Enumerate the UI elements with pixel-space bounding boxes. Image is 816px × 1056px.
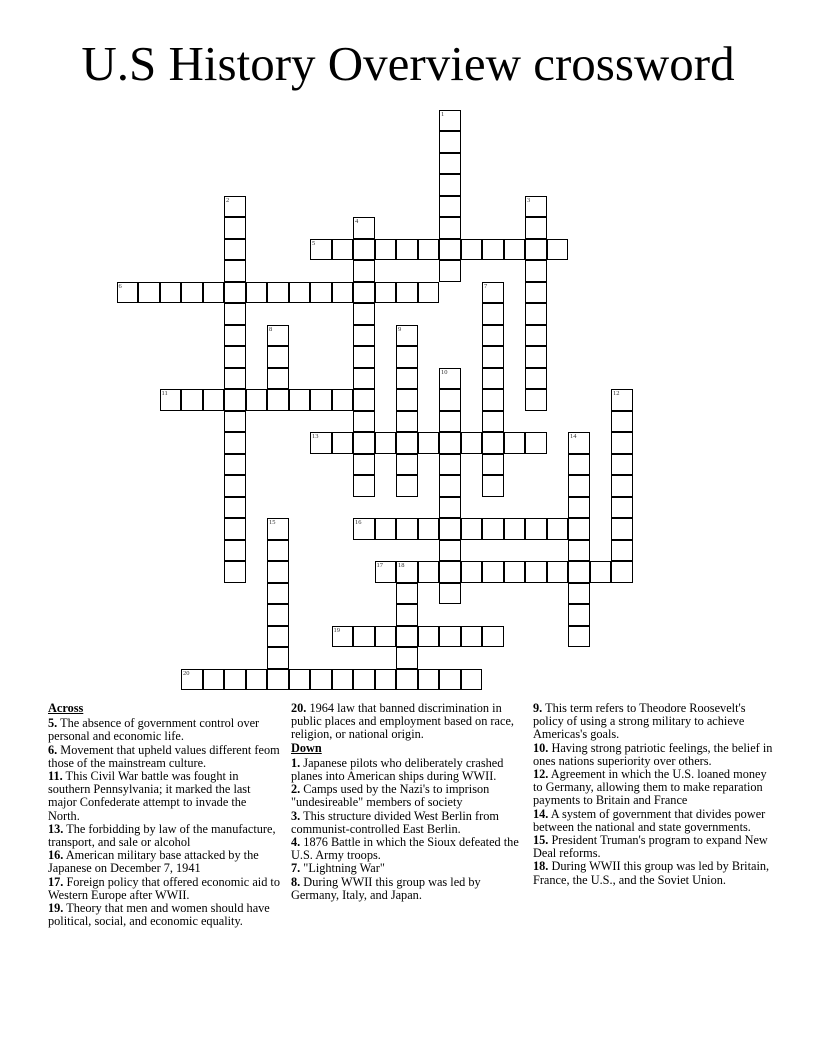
grid-cell[interactable] bbox=[353, 239, 375, 261]
grid-cell[interactable] bbox=[396, 325, 418, 347]
grid-cell[interactable] bbox=[224, 260, 246, 282]
grid-cell[interactable] bbox=[439, 131, 461, 153]
grid-cell[interactable] bbox=[525, 561, 547, 583]
clue-down-12: 12. Agreement in which the U.S. loaned money to Germany, allowing them to make reparation payments to Britain and France bbox=[533, 767, 767, 808]
grid-cell[interactable] bbox=[181, 389, 203, 411]
cell-number: 13 bbox=[312, 433, 319, 440]
grid-cell[interactable] bbox=[353, 303, 375, 325]
grid-cell[interactable] bbox=[482, 368, 504, 390]
grid-cell[interactable] bbox=[418, 282, 440, 304]
grid-cell[interactable] bbox=[482, 389, 504, 411]
grid-cell[interactable] bbox=[439, 239, 461, 261]
grid-cell[interactable] bbox=[482, 303, 504, 325]
grid-cell[interactable] bbox=[568, 626, 590, 648]
clue-down-3: 3. This structure divided West Berlin from communist-controlled East Berlin. bbox=[291, 808, 499, 836]
grid-cell[interactable] bbox=[525, 282, 547, 304]
clue-down-2: 2. Camps used by the Nazi's to imprison "undesireable" members of society bbox=[291, 782, 490, 810]
grid-cell[interactable] bbox=[611, 475, 633, 497]
cell-number: 17 bbox=[376, 562, 383, 569]
grid-cell[interactable] bbox=[224, 368, 246, 390]
grid-cell[interactable] bbox=[439, 110, 461, 132]
grid-cell[interactable] bbox=[439, 518, 461, 540]
cell-number: 6 bbox=[118, 282, 122, 290]
grid-cell[interactable] bbox=[396, 432, 418, 454]
grid-cell[interactable] bbox=[504, 239, 526, 261]
grid-cell[interactable] bbox=[332, 432, 354, 454]
grid-cell[interactable] bbox=[224, 540, 246, 562]
grid-cell[interactable] bbox=[461, 561, 483, 583]
grid-cell[interactable] bbox=[568, 432, 590, 454]
cell-number: 15 bbox=[269, 519, 276, 526]
grid-cell[interactable] bbox=[418, 626, 440, 648]
grid-cell[interactable] bbox=[396, 647, 418, 669]
grid-cell[interactable] bbox=[181, 282, 203, 304]
grid-cell[interactable] bbox=[375, 518, 397, 540]
grid-cell[interactable] bbox=[525, 217, 547, 239]
grid-cell[interactable] bbox=[418, 239, 440, 261]
clue-down-1: 1. Japanese pilots who deliberately crashed planes into American ships during WWII. bbox=[291, 755, 504, 784]
grid-cell[interactable] bbox=[267, 518, 289, 540]
grid-cell[interactable] bbox=[525, 260, 547, 282]
grid-cell[interactable] bbox=[267, 346, 289, 368]
cell-number: 20 bbox=[183, 669, 190, 677]
down-heading: Down bbox=[291, 740, 322, 755]
grid-cell[interactable] bbox=[568, 454, 590, 476]
grid-cell[interactable] bbox=[203, 669, 225, 691]
grid-cell[interactable] bbox=[396, 346, 418, 368]
grid-cell[interactable] bbox=[396, 583, 418, 605]
clue-down-4: 4. 1876 Battle in which the Sioux defeated the U.S. Army troops. bbox=[291, 835, 519, 863]
cell-number: 5 bbox=[312, 239, 316, 247]
grid-cell[interactable] bbox=[332, 669, 354, 691]
grid-cell[interactable] bbox=[289, 669, 311, 691]
grid-cell[interactable] bbox=[267, 669, 289, 691]
grid-cell[interactable] bbox=[439, 475, 461, 497]
grid-cell[interactable] bbox=[568, 475, 590, 497]
grid-cell[interactable] bbox=[224, 389, 246, 411]
grid-cell[interactable] bbox=[224, 346, 246, 368]
grid-cell[interactable] bbox=[267, 282, 289, 304]
grid-cell[interactable] bbox=[439, 217, 461, 239]
grid-cell[interactable] bbox=[439, 153, 461, 175]
grid-cell[interactable] bbox=[525, 325, 547, 347]
grid-cell[interactable] bbox=[525, 239, 547, 261]
grid-cell[interactable] bbox=[353, 217, 375, 239]
grid-cell[interactable] bbox=[375, 239, 397, 261]
grid-cell[interactable] bbox=[310, 432, 332, 454]
grid-cell[interactable] bbox=[611, 411, 633, 433]
grid-cell[interactable] bbox=[353, 518, 375, 540]
grid-cell[interactable] bbox=[353, 325, 375, 347]
page-title: U.S History Overview crossword bbox=[81, 36, 735, 91]
grid-cell[interactable] bbox=[482, 346, 504, 368]
grid-cell[interactable] bbox=[310, 669, 332, 691]
grid-cell[interactable] bbox=[353, 432, 375, 454]
grid-cell[interactable] bbox=[160, 389, 182, 411]
grid-cell[interactable] bbox=[396, 626, 418, 648]
grid-cell[interactable] bbox=[375, 432, 397, 454]
grid-cell[interactable] bbox=[439, 626, 461, 648]
grid-cell[interactable] bbox=[611, 389, 633, 411]
grid-cell[interactable] bbox=[439, 454, 461, 476]
grid-cell[interactable] bbox=[568, 561, 590, 583]
grid-cell[interactable] bbox=[267, 389, 289, 411]
clue-down-15: 15. President Truman's program to expand New Deal reforms. bbox=[533, 833, 768, 861]
grid-cell[interactable] bbox=[590, 561, 612, 583]
grid-cell[interactable] bbox=[439, 368, 461, 390]
grid-cell[interactable] bbox=[267, 325, 289, 347]
grid-cell[interactable] bbox=[525, 368, 547, 390]
grid-cell[interactable] bbox=[461, 518, 483, 540]
grid-cell[interactable] bbox=[224, 217, 246, 239]
clue-across-6: 6. Movement that upheld values different feom those of the mainstream culture. bbox=[48, 742, 280, 770]
grid-cell[interactable] bbox=[396, 389, 418, 411]
across-heading: Across bbox=[48, 701, 84, 715]
grid-cell[interactable] bbox=[611, 561, 633, 583]
grid-cell[interactable] bbox=[568, 540, 590, 562]
grid-cell[interactable] bbox=[461, 432, 483, 454]
cell-number: 8 bbox=[269, 325, 273, 333]
grid-cell[interactable] bbox=[224, 196, 246, 218]
grid-cell[interactable] bbox=[418, 561, 440, 583]
grid-cell[interactable] bbox=[396, 669, 418, 691]
grid-cell[interactable] bbox=[224, 497, 246, 519]
grid-cell[interactable] bbox=[224, 303, 246, 325]
cell-number: 14 bbox=[570, 433, 577, 440]
grid-cell[interactable] bbox=[439, 389, 461, 411]
grid-cell[interactable] bbox=[461, 239, 483, 261]
cell-number: 10 bbox=[441, 368, 448, 376]
grid-cell[interactable] bbox=[568, 583, 590, 605]
grid-cell[interactable] bbox=[353, 475, 375, 497]
cell-number: 16 bbox=[355, 519, 362, 526]
grid-cell[interactable] bbox=[611, 432, 633, 454]
grid-cell[interactable] bbox=[482, 475, 504, 497]
grid-cell[interactable] bbox=[117, 282, 139, 304]
grid-cell[interactable] bbox=[353, 389, 375, 411]
clue-down-8: 8. During WWII this group was led by Germany, Italy, and Japan. bbox=[291, 874, 481, 902]
grid-cell[interactable] bbox=[353, 346, 375, 368]
grid-cell[interactable] bbox=[224, 475, 246, 497]
grid-cell[interactable] bbox=[611, 540, 633, 562]
grid-cell[interactable] bbox=[289, 282, 311, 304]
grid-cell[interactable] bbox=[482, 626, 504, 648]
grid-cell[interactable] bbox=[482, 518, 504, 540]
grid-cell[interactable] bbox=[439, 411, 461, 433]
grid-cell[interactable] bbox=[267, 561, 289, 583]
grid-cell[interactable] bbox=[611, 497, 633, 519]
clue-across-19: 19. Theory that men and women should have political, social, and economic equality. bbox=[48, 901, 270, 929]
grid-cell[interactable] bbox=[568, 518, 590, 540]
grid-cell[interactable] bbox=[396, 282, 418, 304]
grid-cell[interactable] bbox=[568, 604, 590, 626]
grid-cell[interactable] bbox=[353, 454, 375, 476]
grid-cell[interactable] bbox=[482, 432, 504, 454]
grid-cell[interactable] bbox=[504, 518, 526, 540]
clues-column-1 bbox=[48, 702, 280, 928]
grid-cell[interactable] bbox=[439, 669, 461, 691]
cell-number: 7 bbox=[484, 282, 488, 290]
clue-down-7: 7. "Lightning War" bbox=[291, 861, 385, 876]
grid-cell[interactable] bbox=[224, 454, 246, 476]
grid-cell[interactable] bbox=[310, 389, 332, 411]
grid-cell[interactable] bbox=[375, 561, 397, 583]
grid-cell[interactable] bbox=[439, 196, 461, 218]
grid-cell[interactable] bbox=[568, 497, 590, 519]
grid-cell[interactable] bbox=[396, 561, 418, 583]
grid-cell[interactable] bbox=[353, 626, 375, 648]
grid-cell[interactable] bbox=[375, 282, 397, 304]
grid-cell[interactable] bbox=[332, 239, 354, 261]
grid-cell[interactable] bbox=[439, 174, 461, 196]
cell-number: 18 bbox=[398, 562, 405, 569]
grid-cell[interactable] bbox=[482, 454, 504, 476]
grid-cell[interactable] bbox=[525, 303, 547, 325]
grid-cell[interactable] bbox=[138, 282, 160, 304]
clue-across-16: 16. American military base attacked by the Japanese on December 7, 1941 bbox=[48, 848, 259, 876]
grid-cell[interactable] bbox=[482, 411, 504, 433]
grid-cell[interactable] bbox=[267, 604, 289, 626]
grid-cell[interactable] bbox=[461, 626, 483, 648]
grid-cell[interactable] bbox=[504, 561, 526, 583]
grid-cell[interactable] bbox=[267, 647, 289, 669]
grid-cell[interactable] bbox=[396, 454, 418, 476]
grid-cell[interactable] bbox=[267, 626, 289, 648]
grid-cell[interactable] bbox=[525, 389, 547, 411]
cell-number: 9 bbox=[398, 325, 402, 333]
grid-cell[interactable] bbox=[547, 561, 569, 583]
grid-cell[interactable] bbox=[332, 389, 354, 411]
clue-down-9: 9. This term refers to Theodore Roosevelt's policy of using a strong military to achieve Americas's goals. bbox=[533, 701, 746, 742]
grid-cell[interactable] bbox=[224, 432, 246, 454]
grid-cell[interactable] bbox=[267, 540, 289, 562]
grid-cell[interactable] bbox=[547, 518, 569, 540]
grid-cell[interactable] bbox=[203, 282, 225, 304]
grid-cell[interactable] bbox=[439, 497, 461, 519]
grid-cell[interactable] bbox=[224, 239, 246, 261]
grid-cell[interactable] bbox=[418, 432, 440, 454]
grid-cell[interactable] bbox=[224, 411, 246, 433]
grid-cell[interactable] bbox=[353, 368, 375, 390]
grid-cell[interactable] bbox=[224, 282, 246, 304]
cell-number: 4 bbox=[355, 218, 359, 225]
grid-cell[interactable] bbox=[224, 325, 246, 347]
clue-down-14: 14. A system of government that divides power between the national and state governments. bbox=[533, 806, 766, 834]
grid-cell[interactable] bbox=[482, 561, 504, 583]
grid-cell[interactable] bbox=[525, 432, 547, 454]
grid-cell[interactable] bbox=[418, 669, 440, 691]
clue-across-5: 5. The absence of government control over personal and economic life. bbox=[48, 716, 260, 744]
grid-cell[interactable] bbox=[525, 196, 547, 218]
grid-cell[interactable] bbox=[353, 282, 375, 304]
grid-cell[interactable] bbox=[310, 282, 332, 304]
grid-cell[interactable] bbox=[396, 239, 418, 261]
clue-across-20: 20. 1964 law that banned discrimination in public places and employment based on race, religion, or national origin. bbox=[291, 701, 514, 742]
grid-cell[interactable] bbox=[160, 282, 182, 304]
grid-cell[interactable] bbox=[310, 239, 332, 261]
cell-number: 19 bbox=[333, 626, 340, 634]
grid-cell[interactable] bbox=[224, 561, 246, 583]
grid-cell[interactable] bbox=[611, 518, 633, 540]
clue-across-17: 17. Foreign policy that offered economic aid to Western Europe after WWII. bbox=[48, 874, 280, 902]
grid-cell[interactable] bbox=[246, 282, 268, 304]
grid-cell[interactable] bbox=[375, 669, 397, 691]
grid-cell[interactable] bbox=[181, 669, 203, 691]
grid-cell[interactable] bbox=[267, 368, 289, 390]
clues-column-2 bbox=[291, 702, 525, 902]
grid-cell[interactable] bbox=[396, 411, 418, 433]
clues-column-3 bbox=[533, 702, 773, 887]
clue-down-10: 10. Having strong patriotic feelings, the belief in ones nations superiority over others. bbox=[533, 740, 773, 768]
grid-cell[interactable] bbox=[439, 432, 461, 454]
grid-cell[interactable] bbox=[267, 583, 289, 605]
grid-cell[interactable] bbox=[525, 518, 547, 540]
grid-cell[interactable] bbox=[396, 518, 418, 540]
clue-across-11: 11. This Civil War battle was fought in southern Pennsylvania; it marked the last major Confederate attempt to invade the North. bbox=[48, 769, 251, 823]
grid-cell[interactable] bbox=[439, 540, 461, 562]
grid-cell[interactable] bbox=[353, 260, 375, 282]
grid-cell[interactable] bbox=[525, 346, 547, 368]
grid-cell[interactable] bbox=[289, 389, 311, 411]
grid-cell[interactable] bbox=[396, 604, 418, 626]
grid-cell[interactable] bbox=[353, 411, 375, 433]
grid-cell[interactable] bbox=[482, 282, 504, 304]
grid-cell[interactable] bbox=[224, 518, 246, 540]
grid-cell[interactable] bbox=[504, 432, 526, 454]
grid-cell[interactable] bbox=[203, 389, 225, 411]
grid-cell[interactable] bbox=[224, 669, 246, 691]
grid-cell[interactable] bbox=[246, 389, 268, 411]
cell-number: 11 bbox=[161, 390, 168, 397]
grid-cell[interactable] bbox=[439, 583, 461, 605]
clue-down-18: 18. During WWII this group was led by Britain, France, the U.S., and the Soviet Union. bbox=[533, 859, 770, 887]
grid-cell[interactable] bbox=[547, 239, 569, 261]
grid-cell[interactable] bbox=[353, 669, 375, 691]
grid-cell[interactable] bbox=[396, 368, 418, 390]
grid-cell[interactable] bbox=[396, 475, 418, 497]
grid-cell[interactable] bbox=[332, 282, 354, 304]
grid-cell[interactable] bbox=[439, 561, 461, 583]
grid-cell[interactable] bbox=[482, 239, 504, 261]
grid-cell[interactable] bbox=[611, 454, 633, 476]
cell-number: 1 bbox=[441, 110, 445, 118]
grid-cell[interactable] bbox=[418, 518, 440, 540]
grid-cell[interactable] bbox=[375, 626, 397, 648]
grid-cell[interactable] bbox=[461, 669, 483, 691]
cell-number: 3 bbox=[527, 196, 531, 204]
clue-across-13: 13. The forbidding by law of the manufacture, transport, and sale or alcohol bbox=[48, 821, 276, 850]
grid-cell[interactable] bbox=[439, 260, 461, 282]
grid-cell[interactable] bbox=[332, 626, 354, 648]
cell-number: 12 bbox=[613, 390, 620, 397]
grid-cell[interactable] bbox=[246, 669, 268, 691]
cell-number: 2 bbox=[226, 196, 230, 204]
grid-cell[interactable] bbox=[482, 325, 504, 347]
